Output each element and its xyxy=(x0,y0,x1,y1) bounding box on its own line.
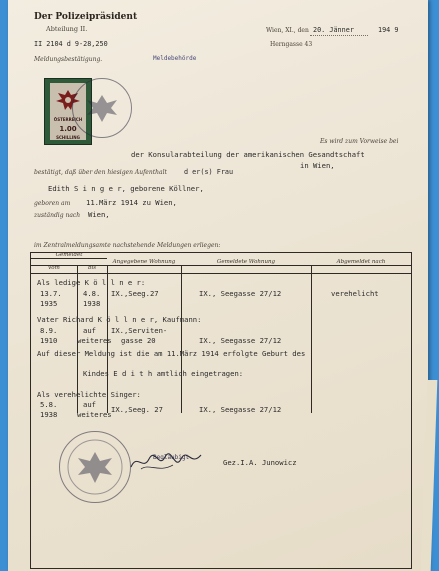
document-page xyxy=(8,0,428,571)
entry2-heading: Vater Richard K ö l l n e r, Kaufmann: xyxy=(37,315,202,324)
person-name: Edith S i n g e r, geborene Köllner, xyxy=(48,184,204,193)
registry-intro: im Zentralmeldungsamte nachstehende Meldungen erliegen: xyxy=(34,242,221,249)
purpose-line: Es wird zum Vorweise bei xyxy=(320,138,399,145)
header-abgemeldet: Abgemeldet nach xyxy=(336,259,386,265)
stamp-label-top: ÖSTERREICH xyxy=(53,117,83,122)
header-gemeldet: Gemeldet xyxy=(55,252,83,258)
header-vom: vom xyxy=(48,265,60,271)
authority-title: Der Polizeipräsident xyxy=(34,12,138,22)
signature-stamp: Beglaubigt xyxy=(153,454,190,461)
entry2-bis-2: weiteres xyxy=(77,336,112,345)
official-seal-lower xyxy=(59,431,131,503)
entry3-vom-2: 1938 xyxy=(40,410,58,419)
confirmation-label: Meldungsbestätigung. xyxy=(34,56,103,63)
stamp-label-bottom: SCHILLING xyxy=(56,135,80,140)
entry2-gemeldet: IX., Seegasse 27/12 xyxy=(199,336,282,345)
place-date-label: Wien, XI., den xyxy=(266,27,309,34)
intro-printed: bestätigt, daß über den hiesigen Aufenthalt xyxy=(34,169,167,176)
header-gemeldete-wohnung: Gemeldete Wohnung xyxy=(216,259,276,265)
entry1-heading: Als ledige K ö l l n e r: xyxy=(37,278,146,287)
note-line-2: Kindes E d i t h amtlich eingetragen: xyxy=(83,369,244,378)
entry2-bis-1: auf xyxy=(83,326,96,335)
registry-stamp: Meldebehörde xyxy=(153,55,197,62)
entry2-vom-1: 8.9. xyxy=(40,326,58,335)
entry3-vom-1: 5.8. xyxy=(40,400,58,409)
entry1-abgemeldet: verehelicht xyxy=(331,289,379,298)
eagle-seal-icon xyxy=(73,79,131,137)
entry3-angegeben: IX.,Seeg. 27 xyxy=(111,405,163,414)
year: 194 9 xyxy=(378,26,399,34)
entry1-bis-1: 4.8. xyxy=(83,289,101,298)
born-label: geboren am xyxy=(34,200,71,207)
entry1-bis-2: 1938 xyxy=(83,299,101,308)
note-line-1: Auf dieser Meldung ist die am 11.März 1914 erfolgte Geburt des xyxy=(37,349,306,358)
entry3-bis-2: weiteres xyxy=(77,410,112,419)
recipient-line-1: der Konsularabteilung der amerikanischen Gesandtschaft xyxy=(131,150,365,159)
entry2-vom-2: 1910 xyxy=(40,336,58,345)
entry3-gemeldet: IX., Seegasse 27/12 xyxy=(199,405,282,414)
stamp-value: 1.00 xyxy=(59,125,77,133)
eagle-seal-icon xyxy=(60,432,130,502)
file-number: II 2104 d 9-28,250 xyxy=(34,40,108,48)
signed-by: Gez.I.A. Junowicz xyxy=(223,458,297,467)
recipient-line-2: in Wien, xyxy=(300,161,335,170)
entry1-angegeben: IX.,Seeg.27 xyxy=(111,289,159,298)
entry3-heading: Als verehelichte Singer: xyxy=(37,390,141,399)
official-seal-upper xyxy=(72,78,132,138)
born-value: 11.März 1914 zu Wien, xyxy=(86,198,177,207)
entry3-bis-1: auf xyxy=(83,400,96,409)
entry1-gemeldet: IX., Seegasse 27/12 xyxy=(199,289,282,298)
resident-value: Wien, xyxy=(88,210,110,219)
department: Abteilung II. xyxy=(46,25,88,33)
intro-typed: d er(s) Frau xyxy=(184,168,234,176)
header-bis: bis xyxy=(87,265,97,271)
resident-label: zuständig nach xyxy=(34,212,81,219)
date-value: 20. Jänner xyxy=(313,26,354,34)
entry2-angegeben-1: IX.,Serviten- xyxy=(111,326,168,335)
entry1-vom-2: 1935 xyxy=(40,299,58,308)
registration-table xyxy=(30,252,412,569)
handwritten-signature xyxy=(129,449,203,475)
header-angegebene-wohnung: Angegebene Wohnung xyxy=(112,259,176,265)
address-line: Herngasse 43 xyxy=(270,41,313,48)
entry2-angegeben-2: gasse 20 xyxy=(121,336,156,345)
entry1-vom-1: 13.7. xyxy=(40,289,62,298)
